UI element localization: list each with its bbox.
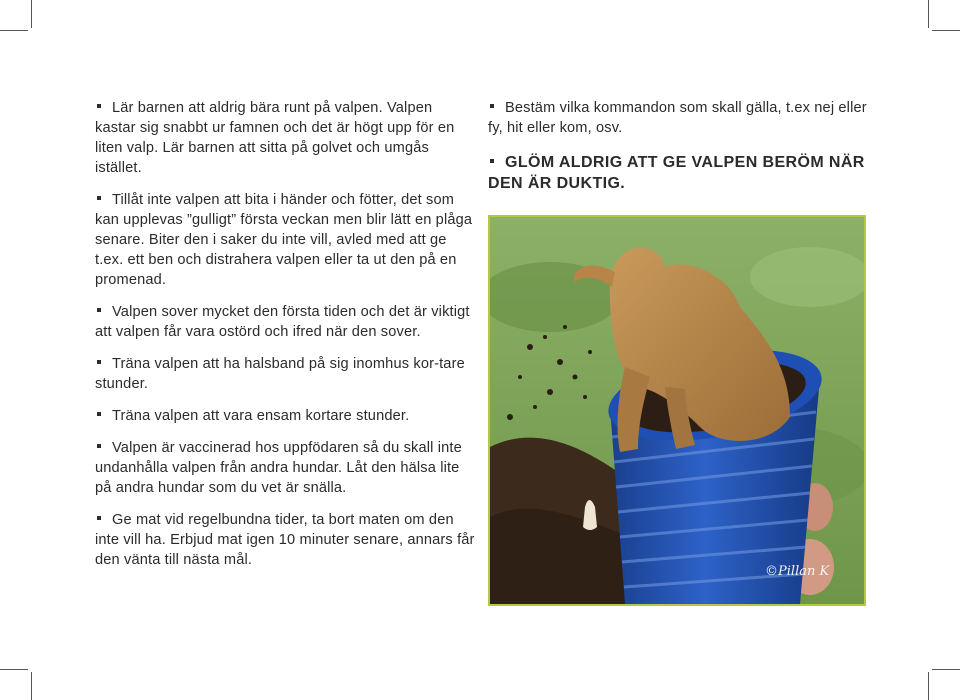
bullet-icon xyxy=(97,516,101,520)
praise-text: GLÖM ALDRIG ATT GE VALPEN BERÖM NÄR DEN ÄR DUKTIG. xyxy=(488,154,865,192)
bullet-paragraph xyxy=(488,98,873,138)
crop-mark xyxy=(932,30,960,31)
paragraph-text: Valpen är vaccinerad hos uppfödaren så du skall inte undanhålla valpen från andra hundar. Låt den hälsa lite på andra hundar som du vet är snälla. xyxy=(95,440,462,496)
bullet-paragraph xyxy=(95,406,475,426)
crop-mark xyxy=(928,672,929,700)
puppy-digging-photo xyxy=(488,215,866,606)
praise-reminder xyxy=(488,152,873,194)
bullet-paragraph xyxy=(95,510,475,570)
paragraph-text: Träna valpen att ha halsband på sig inomhus kor-tare stunder. xyxy=(95,356,465,392)
paragraph-text: Ge mat vid regelbundna tider, ta bort maten om den inte vill ha. Erbjud mat igen 10 minuter senare, annars får den vänta till nästa mål. xyxy=(95,512,475,568)
bullet-icon xyxy=(97,104,101,108)
bullet-paragraph xyxy=(95,438,475,498)
paragraph-text: Valpen sover mycket den första tiden och det är viktigt att valpen får vara ostörd och ifred när den sover. xyxy=(95,304,470,340)
bullet-icon xyxy=(97,444,101,448)
crop-mark xyxy=(0,669,28,670)
left-column xyxy=(95,98,475,582)
paragraph-text: Träna valpen att vara ensam kortare stunder. xyxy=(112,408,410,424)
bullet-paragraph xyxy=(95,302,475,342)
paragraph-text: Lär barnen att aldrig bära runt på valpen. Valpen kastar sig snabbt ur famnen och det är högt upp för en liten valp. Lär barnen att sitta på golvet och umgås istället. xyxy=(95,100,455,176)
bullet-icon xyxy=(97,308,101,312)
crop-mark xyxy=(31,0,32,28)
watermark: ©Pillan K xyxy=(765,564,830,579)
crop-mark xyxy=(932,669,960,670)
bullet-icon xyxy=(97,196,101,200)
right-column xyxy=(488,98,873,206)
crop-mark xyxy=(31,672,32,700)
bullet-paragraph xyxy=(95,190,475,290)
crop-mark xyxy=(928,0,929,28)
bullet-icon xyxy=(97,412,101,416)
bullet-icon xyxy=(97,360,101,364)
bullet-icon xyxy=(490,159,494,163)
crop-mark xyxy=(0,30,28,31)
bullet-paragraph xyxy=(95,98,475,178)
bullet-paragraph xyxy=(95,354,475,394)
paragraph-text: Bestäm vilka kommandon som skall gälla, t.ex nej eller fy, hit eller kom, osv. xyxy=(488,100,867,136)
photo-illustration xyxy=(490,217,864,604)
paragraph-text: Tillåt inte valpen att bita i händer och fötter, det som kan upplevas ”gulligt” första veckan men blir lätt en plåga senare. Biter den i saker du inte vill, avled med att ge t.ex. ett ben och distrahera valpen eller ta ut den på en promenad. xyxy=(95,192,473,288)
bullet-icon xyxy=(490,104,494,108)
